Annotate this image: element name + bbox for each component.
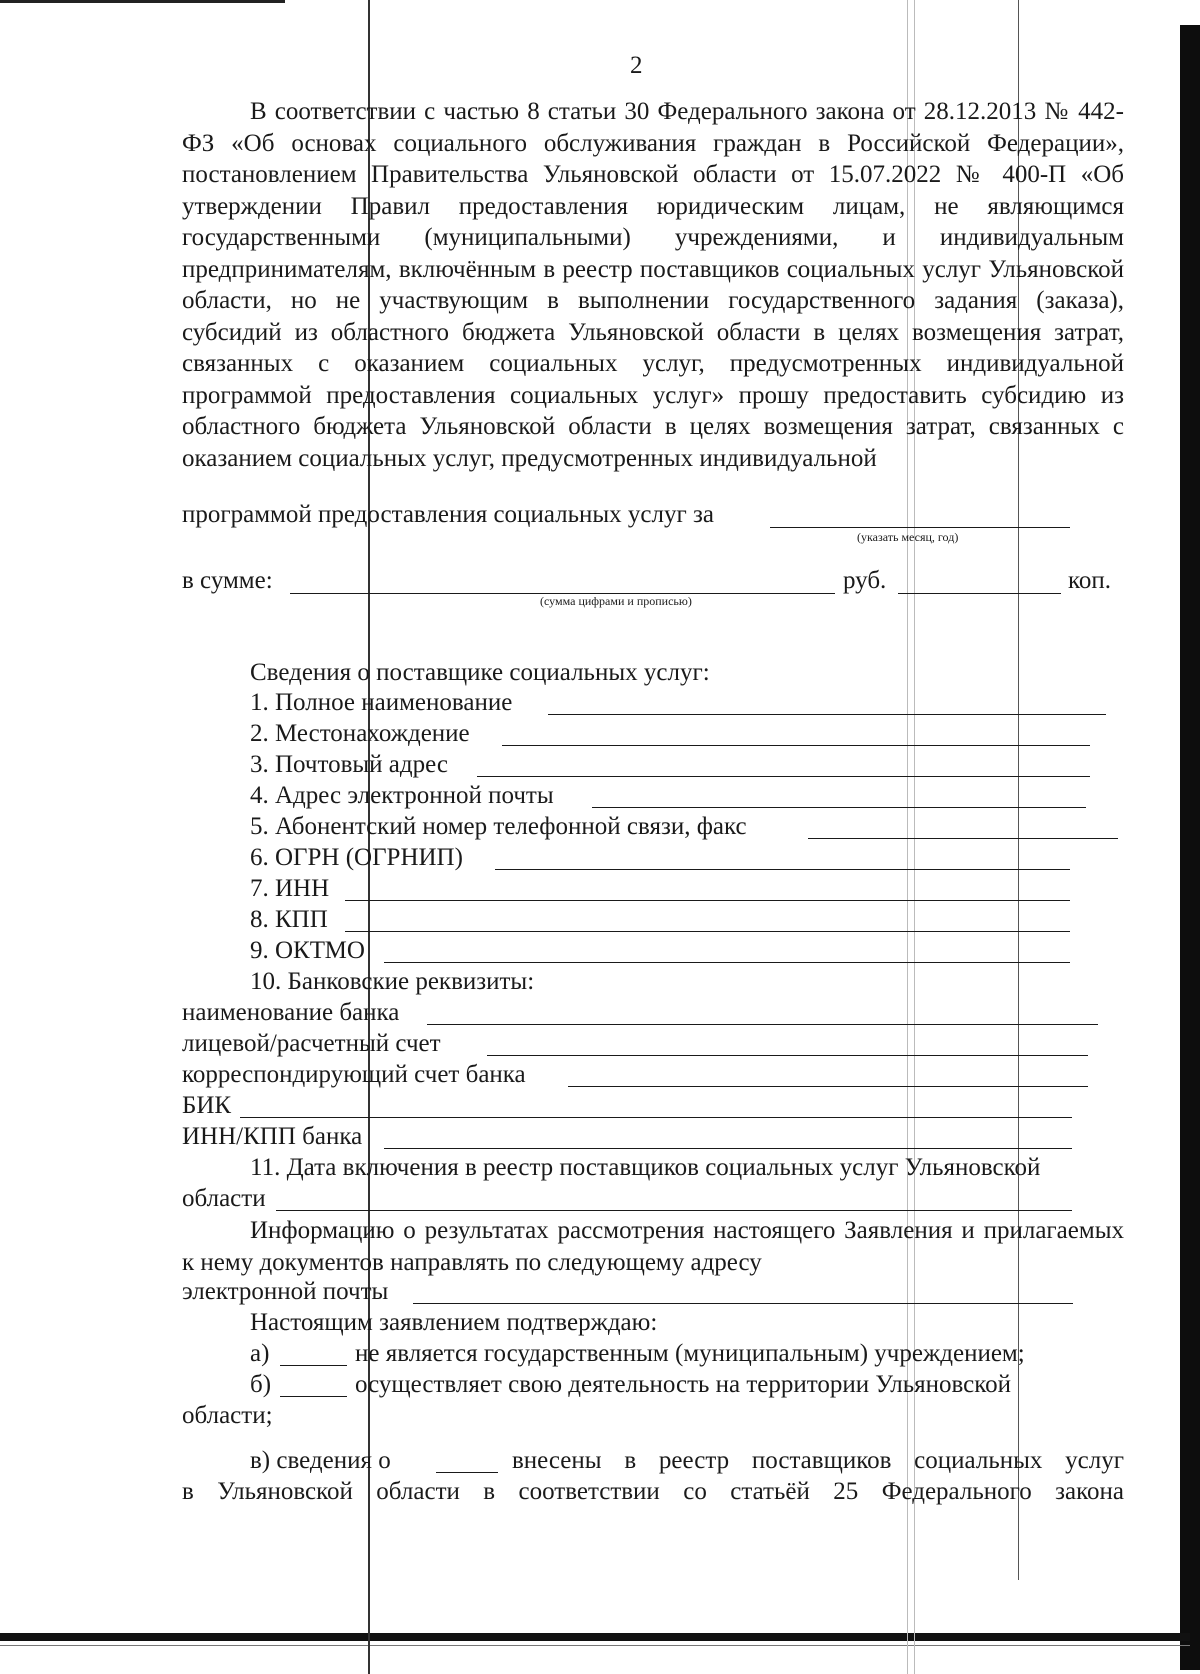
rub-label: руб. (843, 567, 887, 594)
field-postal-address: 3. Почтовый адрес (250, 751, 448, 778)
confirm-heading: Настоящим заявлением подтверждаю: (250, 1309, 658, 1336)
bank-heading: 10. Банковские реквизиты: (250, 968, 535, 995)
field-email: 4. Адрес электронной почты (250, 782, 554, 809)
kop-blank[interactable] (898, 593, 1061, 594)
scan-bottom-edge-thin (0, 1645, 1190, 1646)
field-full-name: 1. Полное наименование (250, 689, 513, 716)
field-phone-fax-blank[interactable] (808, 838, 1118, 839)
confirm-v-rest: внесены в реестр поставщиков социальных услуг (512, 1447, 1124, 1474)
field-bik: БИК (182, 1092, 232, 1119)
period-caption: (указать месяц, год) (857, 530, 959, 544)
period-blank[interactable] (770, 527, 1070, 528)
field-account: лицевой/расчетный счет (182, 1030, 441, 1057)
field-phone-fax: 5. Абонентский номер телефонной связи, факс (250, 813, 747, 840)
scan-right-edge (1180, 25, 1200, 1670)
field-oktmo: 9. ОКТМО (250, 937, 365, 964)
confirm-a-text: не является государственным (муниципальным) учреждением; (355, 1340, 1025, 1367)
info-email-blank[interactable] (413, 1303, 1073, 1304)
registry-date-blank[interactable] (276, 1210, 1072, 1211)
field-corr-account: корреспондирующий счет банка (182, 1061, 526, 1088)
field-location-blank[interactable] (502, 745, 1090, 746)
confirm-a-prefix: а) (250, 1340, 270, 1367)
confirm-v-blank[interactable] (436, 1472, 498, 1473)
sum-label: в сумме: (182, 567, 273, 594)
info-paragraph: Информацию о результатах рассмотрения настоящего Заявления и прилагаемых к нему документов направлять по следующему адресу (182, 1217, 1124, 1276)
field-ogrn: 6. ОГРН (ОГРНИП) (250, 844, 463, 871)
field-ogrn-blank[interactable] (495, 869, 1070, 870)
field-corr-account-blank[interactable] (568, 1086, 1088, 1087)
supplier-heading: Сведения о поставщике социальных услуг: (250, 659, 710, 686)
field-kpp: 8. КПП (250, 906, 328, 933)
confirm-b-prefix: б) (250, 1371, 272, 1398)
field-inn-blank[interactable] (345, 900, 1070, 901)
field-bank-inn-kpp: ИНН/КПП банка (182, 1123, 363, 1150)
registry-date-line2: области (182, 1185, 266, 1212)
confirm-b-cont: области; (182, 1402, 273, 1429)
scan-top-rule (0, 0, 285, 3)
registry-date-line1: 11. Дата включения в реестр поставщиков социальных услуг Ульяновской (250, 1154, 1041, 1181)
field-full-name-blank[interactable] (548, 714, 1106, 715)
field-inn: 7. ИНН (250, 875, 330, 902)
confirm-v-prefix: в) сведения о (250, 1447, 391, 1474)
confirm-v-line2: в Ульяновской области в соответствии со статьёй 25 Федерального закона (182, 1478, 1124, 1505)
confirm-b-text: осуществляет свою деятельность на территории Ульяновской (355, 1371, 1012, 1398)
intro-paragraph: В соответствии с частью 8 статьи 30 Федерального закона от 28.12.2013 № 442-ФЗ «Об основах социального обслуживания граждан в Российской Федерации», постановлением Правительства Ульяновской области от 15.07.2022 № 400-П «Об утверждении Правил предоставления юридическим лицам, не являющимся государственными (муниципальными) учреждениями, и индивидуальным предпринимателям, включённым в реестр поставщиков социальных услуг Ульяновской области, но не участвующим в выполнении государственного задания (заказа), субсидий из областного бюджета Ульяновской области в целях возмещения затрат, связанных с оказанием социальных услуг, предусмотренных индивидуальной программой предоставления социальных услуг» прошу предоставить субсидию из областного бюджета Ульяновской области в целях возмещения затрат, связанных с оказанием социальных услуг, предусмотренных индивидуальной (182, 98, 1124, 472)
field-postal-address-blank[interactable] (477, 776, 1090, 777)
field-account-blank[interactable] (487, 1055, 1088, 1056)
field-kpp-blank[interactable] (345, 931, 1070, 932)
scan-bottom-edge (0, 1633, 1190, 1641)
field-email-blank[interactable] (592, 807, 1086, 808)
confirm-a-blank[interactable] (280, 1365, 347, 1366)
kop-label: коп. (1068, 567, 1112, 594)
field-bik-blank[interactable] (240, 1117, 1072, 1118)
info-last-line: электронной почты (182, 1278, 389, 1305)
sum-caption: (сумма цифрами и прописью) (540, 594, 692, 608)
field-oktmo-blank[interactable] (384, 962, 1070, 963)
field-bank-name: наименование банка (182, 999, 400, 1026)
confirm-b-blank[interactable] (280, 1396, 347, 1397)
page-number: 2 (630, 52, 643, 79)
intro-last-line: программой предоставления социальных услуг за (182, 501, 714, 528)
field-location: 2. Местонахождение (250, 720, 470, 747)
field-bank-name-blank[interactable] (427, 1024, 1098, 1025)
field-bank-inn-kpp-blank[interactable] (384, 1148, 1072, 1149)
